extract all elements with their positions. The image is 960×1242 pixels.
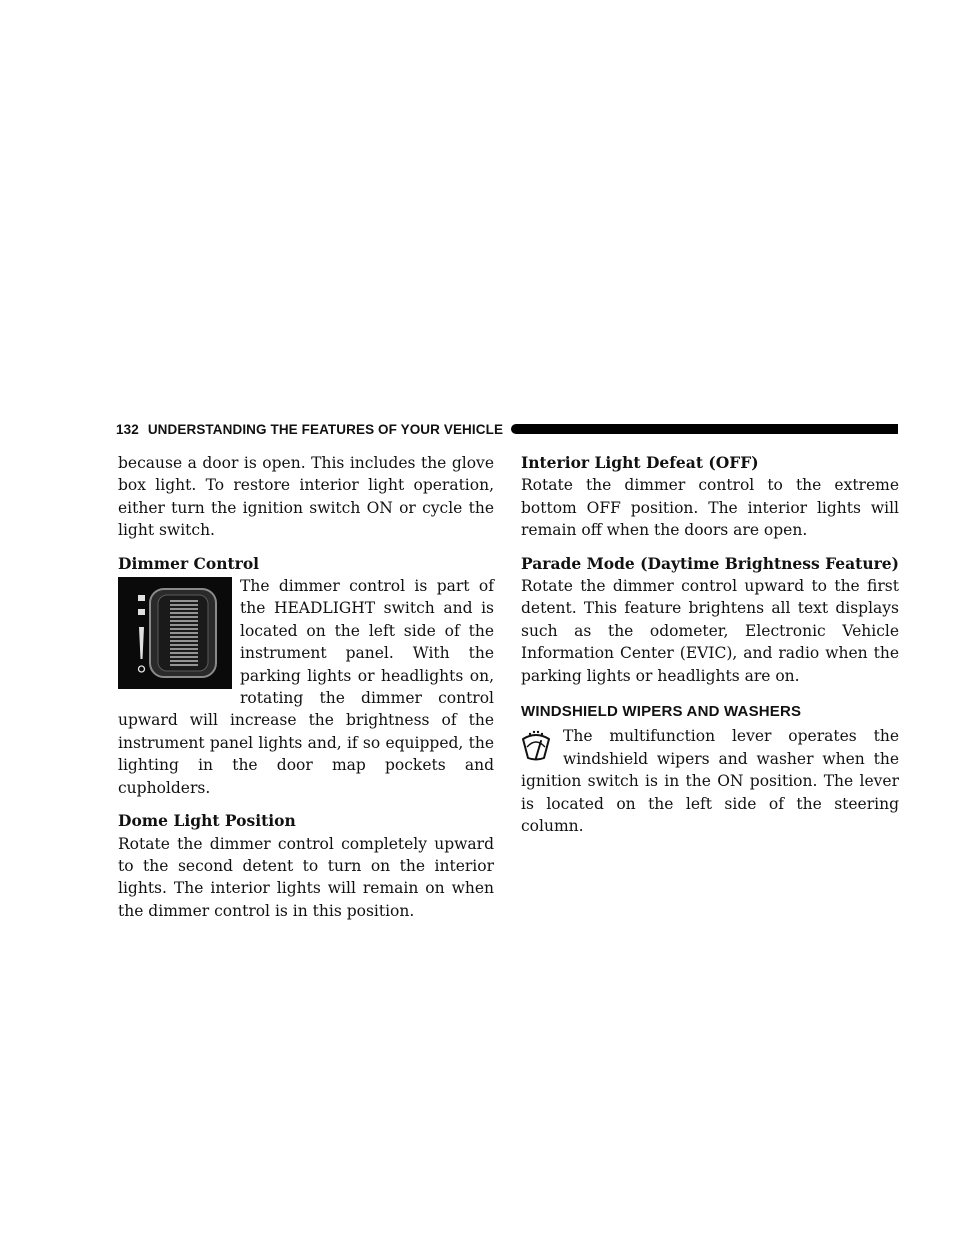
wipers-section-heading: WINDSHIELD WIPERS AND WASHERS [521,703,802,721]
light-defeat-paragraph: Rotate the dimmer control to the extreme bottom OFF position. The interior lights will remain off when the doors are open. [521,476,899,540]
intro-paragraph: because a door is open. This includes the glove box light. To restore interior light operation, either turn the ignition switch ON or cycle the light switch. [118,454,494,540]
dome-light-paragraph: Rotate the dimmer control completely upward to the second detent to turn on the interior lights. The interior lights will remain on when the dimmer control is in this position. [118,834,494,920]
wipers-block [521,725,899,837]
parade-mode-heading: Parade Mode (Daytime Brightness Feature) [521,553,899,573]
dimmer-control-paragraph: The dimmer control is part of the HEADLIGHT switch and is located on the left side of the instrument panel. With the parking lights or headlights on, rotating the dimmer control upward will increase the brightness of the instrument panel lights and, if so equipped, the lighting in the door map pockets and cupholders. [118,577,494,797]
wipers-paragraph: The multifunction lever operates the windshield wipers and washer when the ignition switch is in the ON position. The lever is located on the left side of the steering column. [521,727,899,836]
parade-mode-paragraph: Rotate the dimmer control upward to the first detent. This feature brightens all text displays such as the odometer, Electronic Vehicle Information Center (EVIC), and radio when the parking lights or headlights are on. [521,577,899,685]
dimmer-control-heading: Dimmer Control [118,553,260,573]
header-bar [511,424,898,434]
windshield-wiper-icon [521,729,551,763]
left-column [118,452,494,922]
right-column [521,452,899,838]
dimmer-control-block [118,575,494,799]
page-header [116,418,898,440]
header-title: UNDERSTANDING THE FEATURES OF YOUR VEHICLE [147,421,504,437]
page-number: 132 [116,421,139,437]
dimmer-switch-icon [118,577,232,689]
dome-light-heading: Dome Light Position [118,811,296,831]
light-defeat-heading: Interior Light Defeat (OFF) [521,453,759,472]
